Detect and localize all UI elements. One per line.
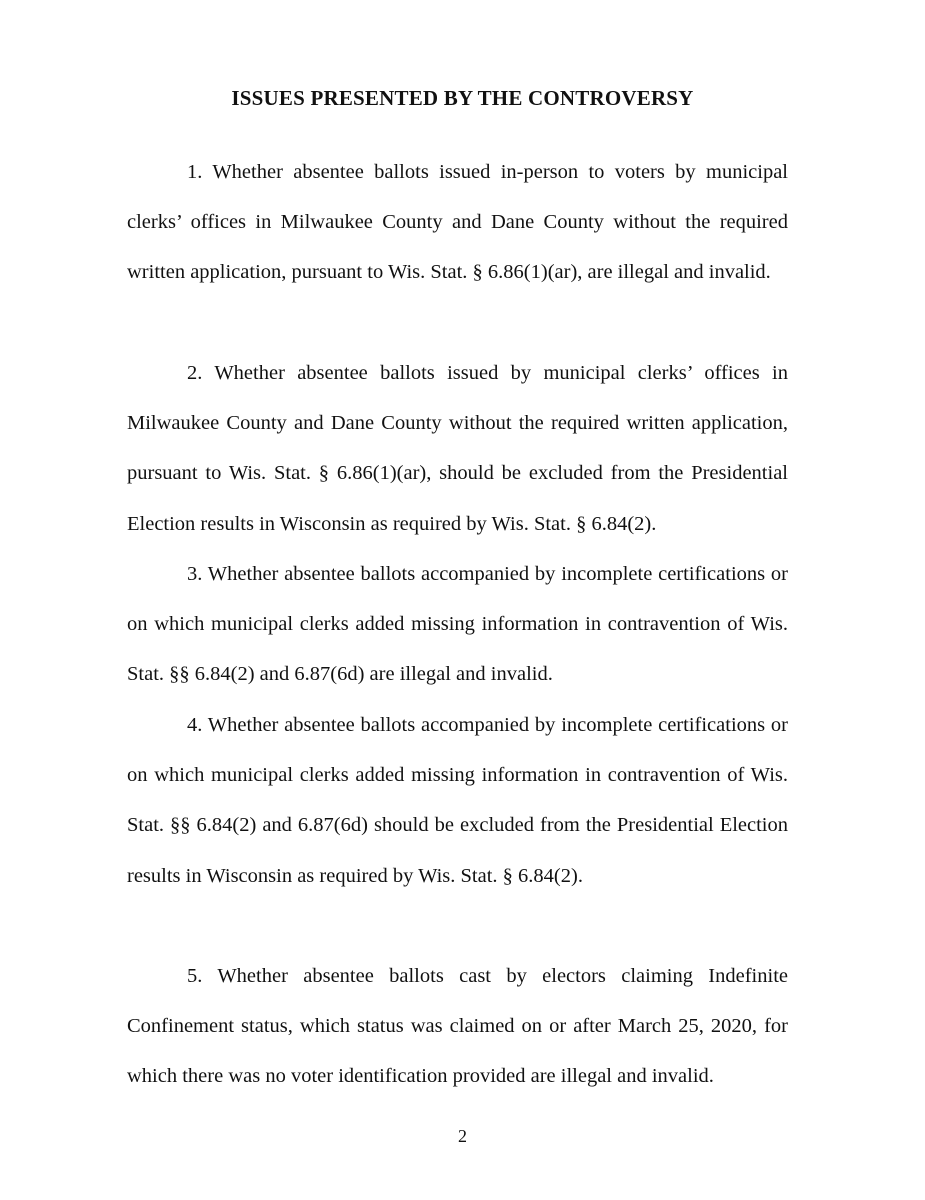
page-heading: ISSUES PRESENTED BY THE CONTROVERSY — [231, 86, 694, 110]
issue-paragraph-2: 2. Whether absentee ballots issued by municipal clerks’ offices in Milwaukee County and Dane County without the required written application, pursuant to Wis. Stat. § 6.86(1)(ar), should be excluded from the Presidential Election results in Wisconsin as required by Wis. Stat. § 6.84(2). — [127, 362, 788, 535]
issue-paragraph-4: 4. Whether absentee ballots accompanied by incomplete certifications or on which municipal clerks added missing information in contravention of Wis. Stat. §§ 6.84(2) and 6.87(6d) should be excluded from the Presidential Election results in Wisconsin as required by Wis. Stat. § 6.84(2). — [127, 714, 788, 887]
page-number: 2 — [458, 1126, 467, 1146]
issue-paragraph-5: 5. Whether absentee ballots cast by electors claiming Indefinite Confinement status, which status was claimed on or after March 25, 2020, for which there was no voter identification provided are illegal and invalid. — [127, 965, 788, 1088]
issue-paragraph-1: 1. Whether absentee ballots issued in-person to voters by municipal clerks’ offices in Milwaukee County and Dane County without the required written application, pursuant to Wis. Stat. § 6.86(1)(ar), are illegal and invalid. — [127, 161, 788, 284]
issue-paragraph-3: 3. Whether absentee ballots accompanied by incomplete certifications or on which municipal clerks added missing information in contravention of Wis. Stat. §§ 6.84(2) and 6.87(6d) are illegal and invalid. — [127, 563, 788, 686]
